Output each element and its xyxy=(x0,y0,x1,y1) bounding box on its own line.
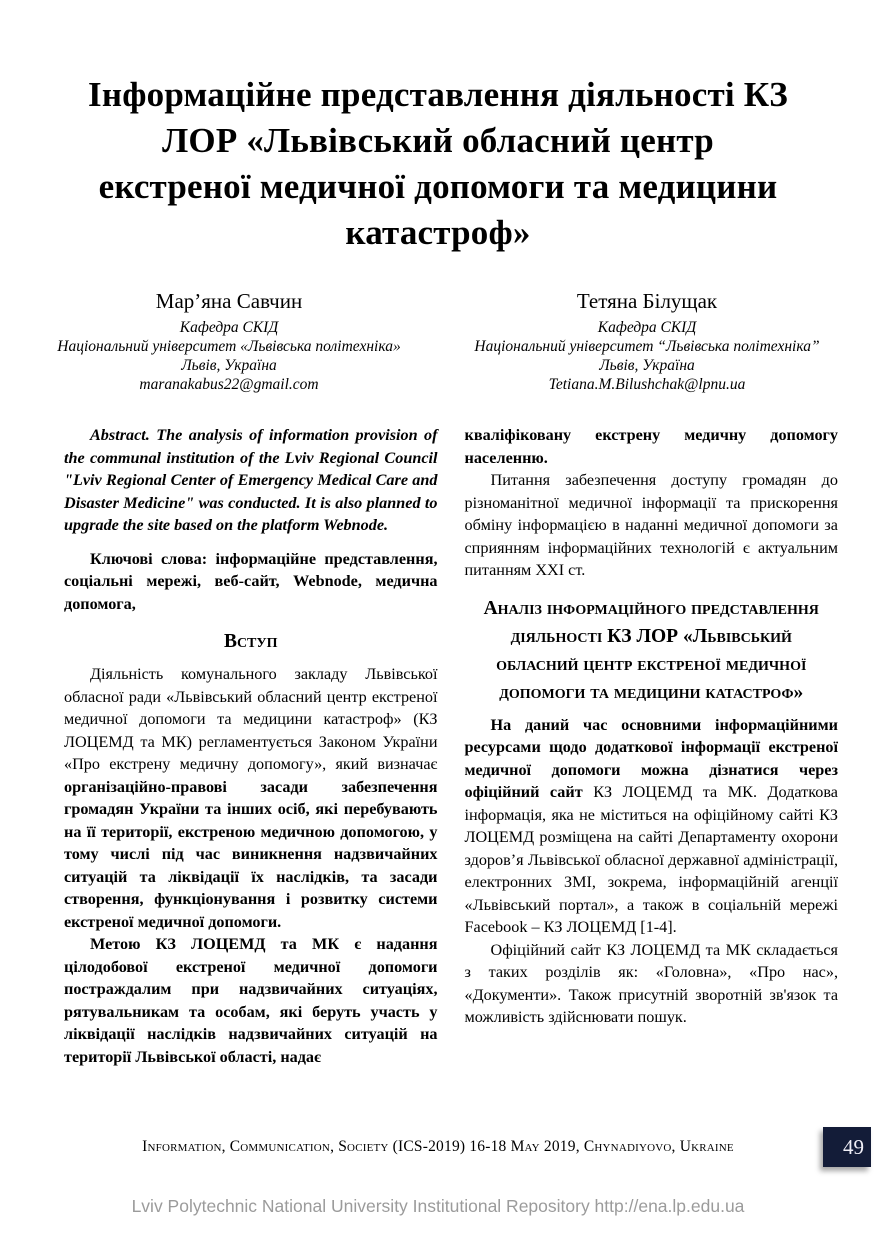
resources-paragraph-regular: КЗ ЛОЦЕМД та МК. Додаткова інформація, яка не міститься на офіційному сайті КЗ ЛОЦЕМД розміщена на сайті Департаменту охорони здоров’я Львівської обласної державної адміністрації, електронних ЗМІ, зокрема, інформаційній агенції «Львівський портал», а також в соціальній мережі Facebook – КЗ ЛОЦЕМД [1-4]. xyxy=(464,783,838,936)
left-column xyxy=(64,424,438,1068)
paper-title xyxy=(40,72,836,256)
author-department: Кафедра СКІД xyxy=(179,319,279,336)
purpose-paragraph: Метою КЗ ЛОЦЕМД та МК є надання цілодобової екстреної медичної допомоги постраждалим при надзвичайних ситуаціях, рятувальникам та особам, які беруть участь у ліквідації наслідків надзвичайних ситуацій на території Львівської області, надає xyxy=(64,935,438,1066)
author-department: Кафедра СКІД xyxy=(597,319,697,336)
right-column xyxy=(465,424,839,1068)
keywords-paragraph: Ключові слова: інформаційне представлення, соціальні мережі, веб-сайт, Webnode, медична допомога, xyxy=(64,549,438,613)
intro-paragraph xyxy=(64,663,438,933)
analysis-section-heading: Аналіз інформаційного представлення діяльності КЗ ЛОР «Львівський обласний центр екстреної медичної допомоги та медицини катастроф» xyxy=(483,597,819,703)
intro-paragraph-bold: організаційно-правові засади забезпечення громадян України та інших осіб, які перебувають на її території, екстреною медичною допомогою, у тому числі під час виникнення надзвичайних ситуацій та ліквідації їх наслідків, та засади створення, функціонування і розвитку системи екстреної медичної допомоги. xyxy=(64,777,438,931)
intro-section-heading: Вступ xyxy=(223,631,278,652)
body-columns xyxy=(64,424,838,1068)
author-university: Національний університет «Львівська політехніка» xyxy=(57,338,401,355)
abstract-paragraph: Abstract. The analysis of information provision of the communal institution of the Lviv Regional Council "Lviv Regional Center of Emergency Medical Care and Disaster Medicine" was conducted. It is also planned to upgrade the site based on the platform Webnode. xyxy=(64,426,438,534)
author-name: Тетяна Білущак xyxy=(576,289,718,313)
author-email: Tetiana.M.Bilushchak@lpnu.ua xyxy=(548,376,746,393)
access-question-paragraph: Питання забезпечення доступу громадян до різноманітної медичної інформації та прискорення обміну інформацією в наданні медичної допомоги за сприянням інформаційних технологій є актуальним питанням XXI ст. xyxy=(464,471,838,579)
intro-paragraph-regular: Діяльність комунального закладу Львівської обласної ради «Львівський обласний центр екстреної медичної допомоги та медицини катастроф» (КЗ ЛОЦЕМД та МК) регламентується Законом України «Про екстрену медичну допомогу», який визначає xyxy=(64,665,438,773)
paper-title-line-2: ЛОР «Львівський обласний центр xyxy=(162,121,714,160)
author-email: maranakabus22@gmail.com xyxy=(139,376,319,393)
page-number-box xyxy=(823,1127,871,1167)
author-location: Львів, Україна xyxy=(181,357,277,374)
page-number: 49 xyxy=(843,1134,864,1159)
resources-paragraph-bold: На даний час основними інформаційними ресурсами щодо додаткової інформації екстреної медичної допомоги можна дізнатися через офіційний сайт xyxy=(464,715,838,801)
authors-row xyxy=(20,288,856,394)
author-block-2 xyxy=(438,288,856,394)
author-university: Національний університет “Львівська політехніка” xyxy=(474,338,820,355)
paper-title-line-4: катастроф» xyxy=(345,213,531,252)
site-sections-paragraph: Офіційний сайт КЗ ЛОЦЕМД та МК складається з таких розділів як: «Головна», «Про нас», «Документи». Також присутній зворотній зв'язок та можливість здійснювати пошук. xyxy=(464,940,838,1026)
author-location: Львів, Україна xyxy=(599,357,695,374)
resources-paragraph xyxy=(465,714,839,939)
repository-footer: Lviv Polytechnic National University Institutional Repository http://ena.lp.edu.ua xyxy=(131,1196,745,1216)
paper-title-line-1: Інформаційне представлення діяльності КЗ xyxy=(88,75,788,114)
purpose-paragraph-continuation: кваліфіковану екстрену медичну допомогу населенню. xyxy=(464,426,838,467)
author-block-1 xyxy=(20,288,438,394)
author-name: Мар’яна Савчин xyxy=(155,289,303,313)
paper-title-line-3: екстреної медичної допомоги та медицини xyxy=(98,167,778,206)
conference-footer: Information, Communication, Society (ICS-2019) 16-18 May 2019, Chynadiyovo, Ukraine xyxy=(142,1138,734,1155)
